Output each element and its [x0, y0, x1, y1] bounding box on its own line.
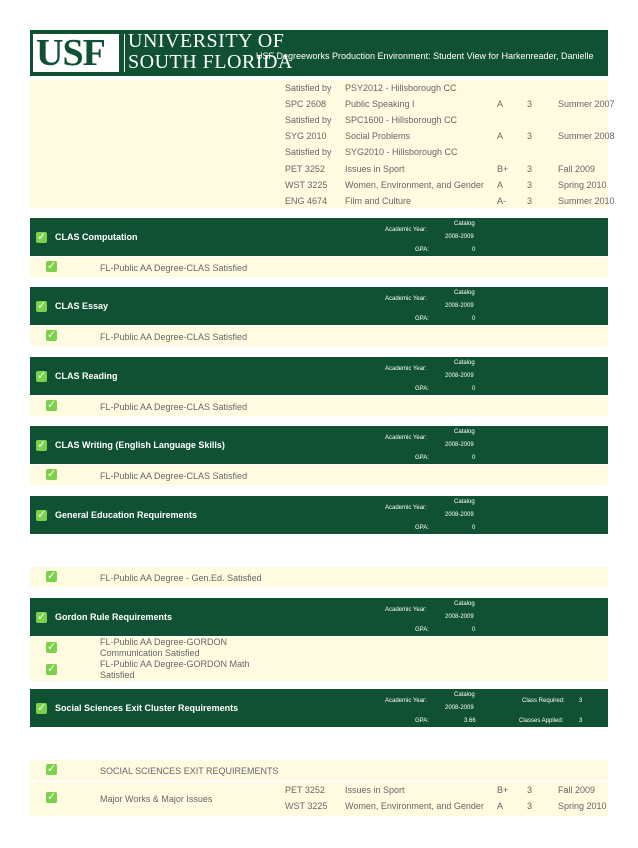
class-required-value: 3 — [579, 698, 583, 704]
section-title: General Education Requirements — [55, 510, 198, 520]
course-title: Issues in Sport — [345, 785, 405, 795]
requirement-text: FL-Public AA Degree-GORDON — [100, 637, 228, 647]
checkmark-icon — [46, 261, 57, 272]
gpa-value: 0 — [472, 316, 476, 322]
academic-year-value: 2008-2009 — [445, 614, 474, 620]
course-title: SPC1600 - Hillsborough CC — [345, 115, 458, 125]
course-code: WST 3225 — [285, 180, 328, 190]
section-title: CLAS Writing (English Language Skills) — [55, 440, 225, 450]
requirement-text: FL-Public AA Degree - Gen.Ed. Satisfied — [100, 573, 262, 583]
course-code: Satisfied by — [285, 115, 332, 125]
gpa-value: 0 — [472, 386, 476, 392]
course-grade: A- — [497, 196, 506, 206]
course-title: SYG2010 - Hillsborough CC — [345, 147, 458, 157]
checkmark-icon — [36, 301, 47, 312]
gpa-label: GPA: — [415, 627, 429, 633]
gpa-value: 0 — [472, 455, 476, 461]
course-title: Social Problems — [345, 131, 411, 141]
gpa-value: 0 — [472, 627, 476, 633]
gpa-value: 0 — [472, 525, 476, 531]
academic-year-label: Academic Year: — [385, 505, 427, 511]
course-term: Fall 2009 — [558, 164, 596, 174]
section-title: CLAS Reading — [55, 371, 118, 381]
course-grade: A — [497, 131, 504, 141]
course-code: PET 3252 — [285, 785, 325, 795]
course-grade: A — [497, 180, 504, 190]
usf-logo: USF — [36, 32, 105, 74]
checkmark-icon — [36, 371, 47, 382]
class-required-label: Class Required: — [522, 698, 565, 704]
checkmark-icon — [36, 510, 47, 521]
course-code: Satisfied by — [285, 147, 332, 157]
checkmark-icon — [46, 469, 57, 480]
checkmark-icon — [46, 764, 57, 775]
gpa-value: 3.66 — [464, 718, 476, 724]
gpa-value: 0 — [472, 247, 476, 253]
requirement-text: FL-Public AA Degree-GORDON Math — [100, 659, 250, 669]
catalog-label: Catalog — [454, 360, 475, 366]
requirement-text: Major Works & Major Issues — [100, 794, 213, 804]
requirement-text: FL-Public AA Degree-CLAS Satisfied — [100, 402, 248, 412]
gpa-label: GPA: — [415, 386, 429, 392]
course-grade: A — [497, 801, 504, 811]
academic-year-value: 2008-2009 — [445, 373, 474, 379]
course-credits: 3 — [527, 801, 533, 811]
course-term: Summer 2007 — [558, 99, 615, 109]
course-grade: B+ — [497, 164, 509, 174]
course-grade: A — [497, 99, 504, 109]
requirement-text: FL-Public AA Degree-CLAS Satisfied — [100, 263, 248, 273]
requirement-text: Satisfied — [100, 670, 135, 680]
checkmark-icon — [36, 612, 47, 623]
course-code: WST 3225 — [285, 801, 328, 811]
gpa-label: GPA: — [415, 525, 429, 531]
academic-year-label: Academic Year: — [385, 698, 427, 704]
course-code: PET 3252 — [285, 164, 325, 174]
academic-year-label: Academic Year: — [385, 296, 427, 302]
checkmark-icon — [46, 792, 57, 803]
logo-university-of: UNIVERSITY OF — [128, 30, 285, 52]
course-title: Women, Environment, and Gender — [345, 801, 484, 811]
course-title: Women, Environment, and Gender — [345, 180, 484, 190]
academic-year-value: 2008-2009 — [445, 512, 474, 518]
gpa-label: GPA: — [415, 718, 429, 724]
academic-year-value: 2008-2009 — [445, 442, 474, 448]
course-credits: 3 — [527, 99, 533, 109]
gpa-label: GPA: — [415, 316, 429, 322]
academic-year-value: 2008-2009 — [445, 705, 474, 711]
course-credits: 3 — [527, 180, 533, 190]
course-term: Summer 2008 — [558, 131, 615, 141]
gpa-label: GPA: — [415, 247, 429, 253]
course-code: SPC 2608 — [285, 99, 327, 109]
course-title: Issues in Sport — [345, 164, 405, 174]
course-term: Summer 2010 — [558, 196, 615, 206]
academic-year-label: Academic Year: — [385, 366, 427, 372]
classes-applied-label: Classes Applied: — [519, 718, 564, 724]
course-credits: 3 — [527, 131, 533, 141]
academic-year-value: 2008-2009 — [445, 303, 474, 309]
checkmark-icon — [36, 703, 47, 714]
checkmark-icon — [46, 330, 57, 341]
section-title: CLAS Computation — [55, 232, 138, 242]
checkmark-icon — [46, 571, 57, 582]
catalog-label: Catalog — [454, 290, 475, 296]
requirement-text: FL-Public AA Degree-CLAS Satisfied — [100, 332, 248, 342]
course-grade: B+ — [497, 785, 509, 795]
catalog-label: Catalog — [454, 692, 475, 698]
checkmark-icon — [36, 232, 47, 243]
section-header-clas-essay — [30, 287, 608, 325]
page-title: USF Degreeworks Production Environment: Student View for Harkenreader, Danielle — [256, 51, 594, 61]
academic-year-label: Academic Year: — [385, 607, 427, 613]
logo-divider — [124, 34, 125, 72]
logo-south-florida: SOUTH FLORIDA — [128, 51, 293, 73]
catalog-label: Catalog — [454, 221, 475, 227]
catalog-label: Catalog — [454, 601, 475, 607]
course-title: Film and Culture — [345, 196, 412, 206]
checkmark-icon — [46, 664, 57, 675]
course-term: Spring 2010 — [558, 801, 607, 811]
checkmark-icon — [46, 642, 57, 653]
requirement-text: FL-Public AA Degree-CLAS Satisfied — [100, 471, 248, 481]
classes-applied-value: 3 — [579, 718, 583, 724]
course-credits: 3 — [527, 785, 533, 795]
course-code: SYG 2010 — [285, 131, 327, 141]
requirement-text: Communication Satisfied — [100, 648, 200, 658]
section-title: Gordon Rule Requirements — [55, 612, 173, 622]
catalog-label: Catalog — [454, 429, 475, 435]
course-credits: 3 — [527, 196, 533, 206]
course-credits: 3 — [527, 164, 533, 174]
checkmark-icon — [36, 440, 47, 451]
course-term: Fall 2009 — [558, 785, 596, 795]
section-title: CLAS Essay — [55, 301, 109, 311]
course-term: Spring 2010 — [558, 180, 607, 190]
academic-year-label: Academic Year: — [385, 227, 427, 233]
course-title: PSY2012 - Hillsborough CC — [345, 83, 457, 93]
academic-year-value: 2008-2009 — [445, 234, 474, 240]
checkmark-icon — [46, 400, 57, 411]
course-code: Satisfied by — [285, 83, 332, 93]
course-code: ENG 4674 — [285, 196, 328, 206]
requirement-text: SOCIAL SCIENCES EXIT REQUIREMENTS — [100, 766, 279, 776]
gpa-label: GPA: — [415, 455, 429, 461]
section-title: Social Sciences Exit Cluster Requirements — [55, 703, 239, 713]
academic-year-label: Academic Year: — [385, 435, 427, 441]
catalog-label: Catalog — [454, 499, 475, 505]
course-title: Public Speaking I — [345, 99, 415, 109]
